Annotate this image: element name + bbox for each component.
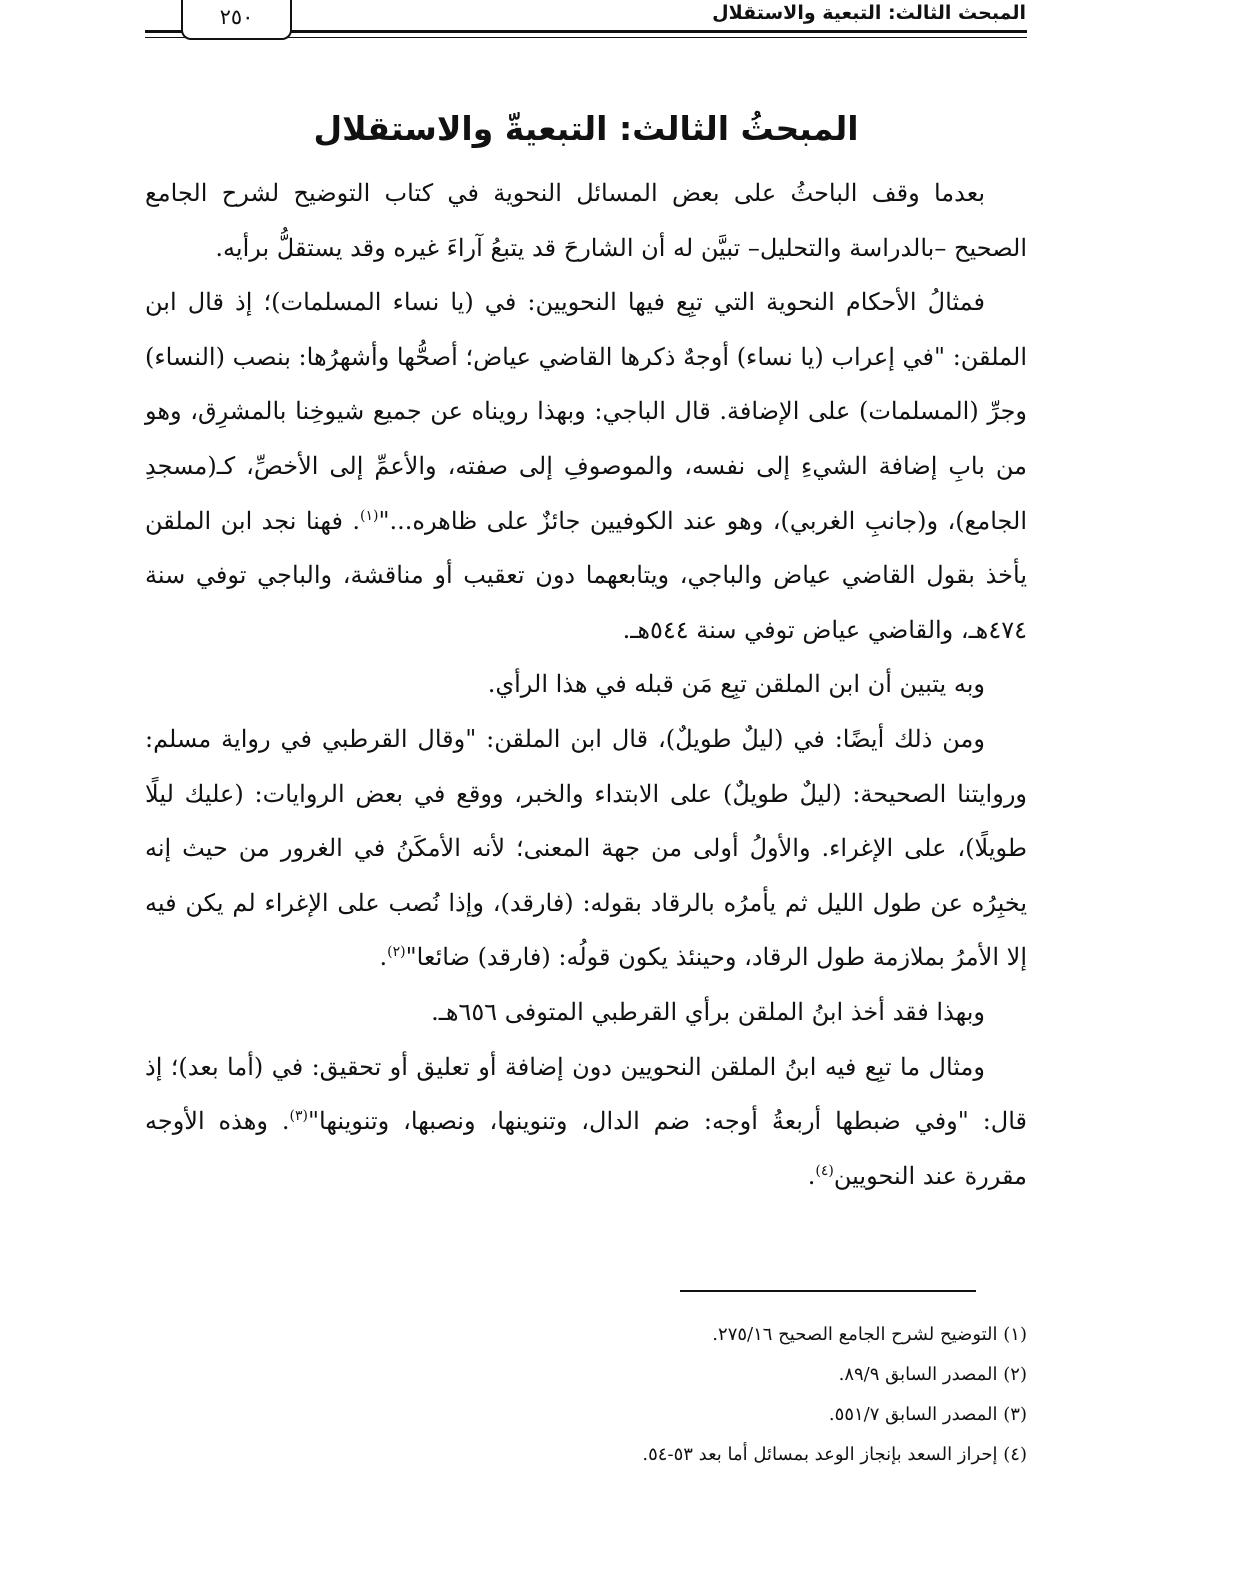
paragraph-text: ومن ذلك أيضًا: في (ليلٌ طويلٌ)، قال ابن الملقن: "وقال القرطبي في رواية مسلم: وروايتنا الصحيحة: (ليلٌ طويلٌ) على الابتداء والخبر، ووقع في بعض الروايات: (عليك ليلًا طويلًا)، على الإغراء. والأولُ أولى من جهة المعنى؛ لأنه الأمكَنُ في الغرور من حيث إنه يخبِرُه عن طول الليل ثم يأمرُه بالرقاد بقوله: (فارقد)، وإذا نُصب على الإغراء لم يكن فيه إلا الأمرُ بملازمة طول الرقاد، وحينئذ يكون قولُه: (فارقد) ضائعا" [145, 724, 1027, 972]
paragraph-4 [145, 712, 1027, 985]
paragraph-text: بعدما وقف الباحثُ على بعض المسائل النحوية في كتاب التوضيح لشرح الجامع الصحيح –بالدراسة والتحليل– تبيَّن له أن الشارحَ قد يتبعُ آراءَ غيره وقد يستقلُّ برأيه. [145, 179, 1027, 262]
paragraph-text: . فهنا نجد ابن الملقن يأخذ بقول القاضي عياض والباجي، ويتابعهما دون تعقيب أو مناقشة، والباجي توفي سنة ٤٧٤هـ، والقاضي عياض توفي سنة ٥٤٤هـ. [145, 506, 1027, 644]
paragraph-6 [145, 1040, 1027, 1204]
paragraph-3 [145, 657, 1027, 712]
footnote-separator [680, 1290, 976, 1292]
footnote-ref: (٢) [387, 944, 406, 961]
footnote-ref: (١) [359, 507, 379, 524]
paragraph-1 [145, 166, 1027, 275]
footnote-1: (١) التوضيح لشرح الجامع الصحيح ٢٧٥/١٦. [712, 1324, 1027, 1345]
paragraph-text: . وهذه الأوجه مقررة عند النحويين [145, 1107, 1027, 1190]
paragraph-text: فمثالُ الأحكام النحوية التي تبِع فيها النحويين: في (يا نساء المسلمات)؛ إذ قال ابن الملقن: "في إعراب (يا نساء) أوجهٌ ذكرها القاضي عياض؛ أصحُّها وأشهرُها: بنصب (النساء) وجرِّ (المسلمات) على الإضافة. قال الباجي: وبهذا رويناه عن جميع شيوخِنا بالمشرِق، وهو من بابِ إضافة الشيءِ إلى نفسه، والموصوفِ إلى صفته، والأعمِّ إلى الأخصِّ، كـ(مسجدِ الجامع)، و(جانبِ الغربي)، وهو عند الكوفيين جائزٌ على ظاهره..." [145, 288, 1027, 535]
footnotes [145, 1315, 1027, 1475]
body-text [145, 166, 1027, 1203]
paragraph-5 [145, 985, 1027, 1040]
paragraph-text: . [379, 943, 388, 972]
paragraph-text: وبهذا فقد أخذ ابنُ الملقن برأي القرطبي المتوفى ٦٥٦هـ. [431, 997, 985, 1026]
section-title: المبحثُ الثالث: التبعيةّ والاستقلال [313, 109, 859, 148]
footnote-ref: (٤) [815, 1162, 834, 1179]
paragraph-text: وبه يتبين أن ابن الملقن تبِع مَن قبله في هذا الرأي. [487, 670, 985, 699]
running-header-title: المبحث الثالث: التبعية والاستقلال [712, 2, 1026, 24]
paragraph-text: . [807, 1161, 816, 1190]
paragraph-text: ومثال ما تبِع فيه ابنُ الملقن النحويين دون إضافة أو تعليق أو تحقيق: في (أما بعد)؛ إذ قال: "وفي ضبطها أربعةُ أوجه: ضم الدال، وتنوينها، ونصبها، وتنوينها" [145, 1052, 1027, 1136]
footnote-3: (٣) المصدر السابق ٥٥١/٧. [828, 1404, 1027, 1425]
footnote-ref: (٣) [289, 1108, 308, 1125]
page-number: ٢٥٠ [181, 0, 292, 40]
footnote-4: (٤) إحراز السعد بإنجاز الوعد بمسائل أما بعد ٥٣-٥٤. [642, 1444, 1027, 1465]
paragraph-2 [145, 275, 1027, 657]
footnote-2: (٢) المصدر السابق ٨٩/٩. [838, 1364, 1027, 1385]
